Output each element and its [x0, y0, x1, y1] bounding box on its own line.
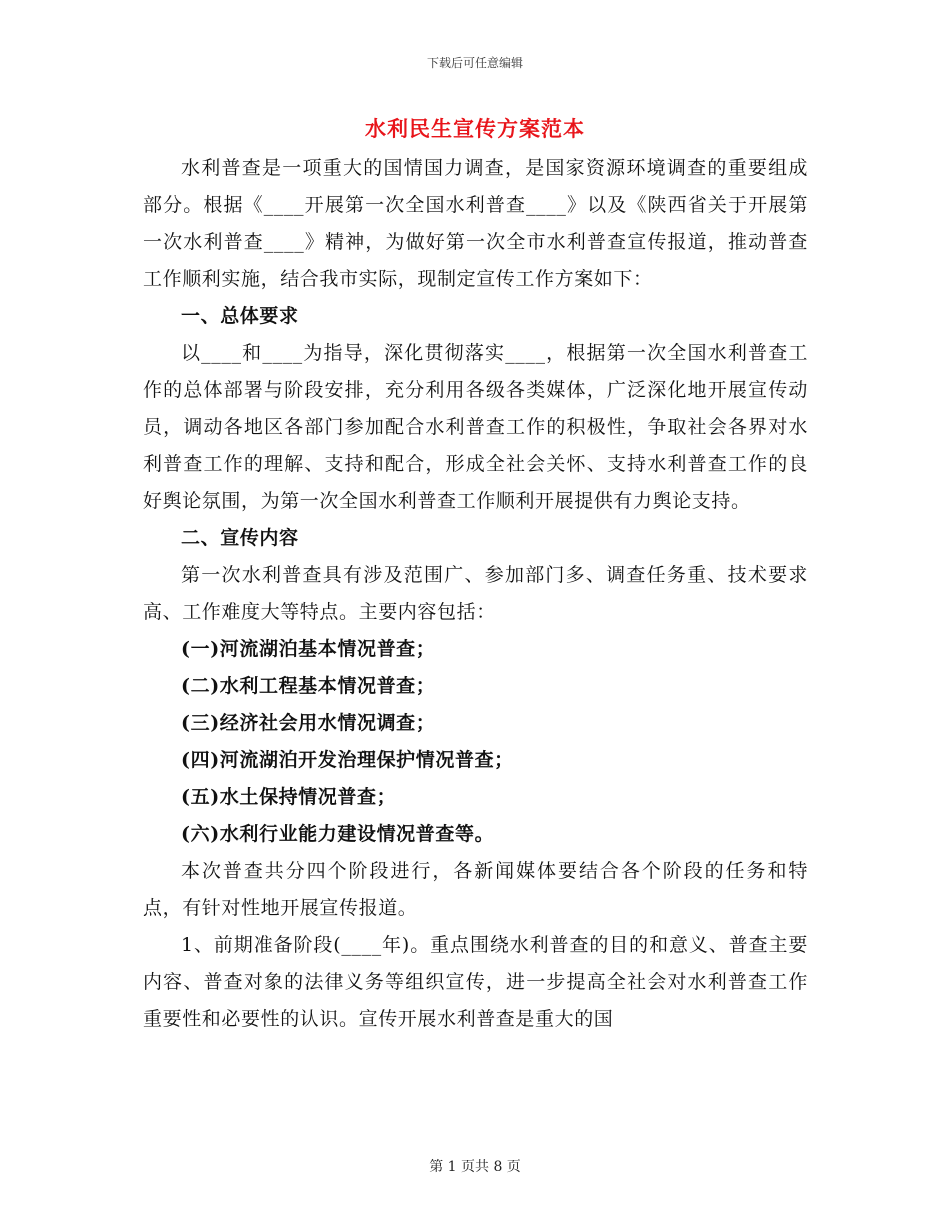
content-item-5: (五)水土保持情况普查； — [181, 786, 397, 808]
section-heading-publicity-content: 二、宣传内容 — [181, 527, 299, 549]
stage-1-paragraph: 1、前期准备阶段(____年)。重点围绕水利普查的目的和意义、普查主要内容、普查对象的法律义务等组织宣传，进一步提高全社会对水利普查工作重要性和必要性的认识。宣传开展水利普查是重大的国 — [143, 934, 808, 1030]
content-item-3: (三)经济社会用水情况调查； — [181, 712, 436, 734]
document-title: 水利民生宣传方案范本 — [365, 116, 585, 141]
content-item-2: (二)水利工程基本情况普查； — [181, 675, 436, 697]
section-heading-overall-requirements: 一、总体要求 — [181, 305, 299, 327]
publicity-content-paragraph: 第一次水利普查具有涉及范围广、参加部门多、调查任务重、技术要求高、工作难度大等特点。主要内容包括： — [143, 564, 808, 623]
content-item-6: (六)水利行业能力建设情况普查等。 — [181, 823, 495, 845]
page-header-note: 下载后可任意编辑 — [426, 56, 523, 70]
page-footer-number: 第 1 页共 8 页 — [429, 1159, 521, 1175]
document-body — [143, 150, 808, 1038]
content-item-4: (四)河流湖泊开发治理保护情况普查； — [181, 749, 514, 771]
intro-paragraph: 水利普查是一项重大的国情国力调查，是国家资源环境调查的重要组成部分。根据《____开展第一次全国水利普查____》以及《陕西省关于开展第一次水利普查____》精神，为做好第一次全市水利普查宣传报道，推动普查工作顺利实施，结合我市实际，现制定宣传工作方案如下： — [143, 157, 808, 290]
stages-paragraph: 本次普查共分四个阶段进行，各新闻媒体要结合各个阶段的任务和特点，有针对性地开展宣传报道。 — [143, 860, 808, 919]
content-item-1: (一)河流湖泊基本情况普查； — [181, 638, 436, 660]
overall-requirements-paragraph: 以____和____为指导，深化贯彻落实____，根据第一次全国水利普查工作的总体部署与阶段安排，充分利用各级各类媒体，广泛深化地开展宣传动员，调动各地区各部门参加配合水利普查工作的积极性，争取社会各界对水利普查工作的理解、支持和配合，形成全社会关怀、支持水利普查工作的良好舆论氛围，为第一次全国水利普查工作顺利开展提供有力舆论支持。 — [143, 342, 808, 512]
